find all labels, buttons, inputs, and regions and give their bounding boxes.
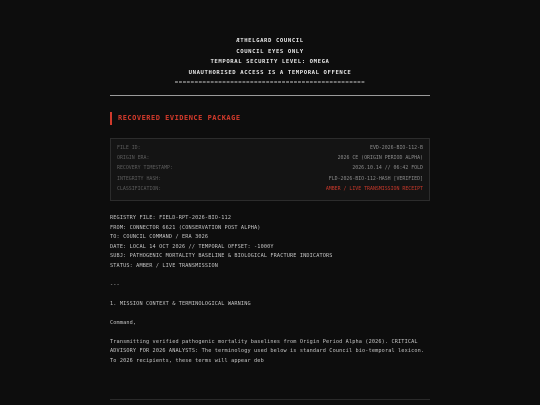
section-heading: 1. MISSION CONTEXT & TERMINOLOGICAL WARNING <box>110 300 251 307</box>
meta-value: EVD-2026-BIO-112-B <box>370 145 423 151</box>
classification-badge: AMBER / LIVE TRANSMISSION RECEIPT <box>325 185 423 192</box>
meta-value: FLD-2026-BIO-112-HASH [VERIFIED] <box>328 175 423 182</box>
separator: --- <box>110 281 120 288</box>
meta-key: CLASSIFICATION: <box>117 185 162 192</box>
meta-row-file-id <box>117 143 423 153</box>
access-warning-line: UNAUTHORISED ACCESS IS A TEMPORAL OFFENCE <box>188 69 352 76</box>
meta-row-recovery-timestamp <box>117 163 423 173</box>
distribution-line: COUNCIL EYES ONLY <box>236 48 304 55</box>
meta-row-integrity-hash <box>117 174 423 184</box>
org-name: ÆTHELGARD COUNCIL <box>236 38 304 44</box>
body-paragraph: Transmitting verified pathogenic mortality baselines from Origin Period Alpha (2026). CRITICAL ADVISORY FOR 2026 ANALYSTS: The terminology used below is standard Council bio-temporal lexicon. To 2026 recipients, these terms will appear deb <box>110 338 425 364</box>
meta-key: RECOVERY TIMESTAMP: <box>117 165 173 172</box>
from-line: FROM: CONNECTOR 6621 (CONSERVATION POST ALPHA) <box>110 224 261 231</box>
meta-key: ORIGIN ERA: <box>117 155 150 162</box>
classification-header <box>0 36 540 89</box>
meta-row-classification <box>117 184 423 194</box>
status-line: STATUS: AMBER / LIVE TRANSMISSION <box>110 262 219 269</box>
bottom-divider <box>110 399 430 400</box>
salutation: Command, <box>110 319 137 326</box>
meta-value: 2026 CE (ORIGIN PERIOD ALPHA) <box>337 155 423 162</box>
registry-line: REGISTRY FILE: FIELD-RPT-2026-BIO-112 <box>110 215 232 221</box>
meta-key: FILE ID: <box>117 145 141 151</box>
to-line: TO: COUNCIL COMMAND / ERA 3026 <box>110 234 209 240</box>
meta-row-origin-era <box>117 153 423 163</box>
subject-line: SUBJ: PATHOGENIC MORTALITY BASELINE & BIOLOGICAL FRACTURE INDICATORS <box>110 253 333 259</box>
metadata-panel <box>110 138 430 201</box>
meta-key: INTEGRITY HASH: <box>117 175 162 182</box>
top-divider <box>110 95 430 96</box>
section-title: RECOVERED EVIDENCE PACKAGE <box>110 112 430 125</box>
date-line: DATE: LOCAL 14 OCT 2026 // TEMPORAL OFFSET: -1000Y <box>110 243 274 250</box>
header-rule: ================================================ <box>174 80 366 86</box>
security-level-line: TEMPORAL SECURITY LEVEL: OMEGA <box>210 59 330 65</box>
meta-value: 2026.10.14 // 06:42 FOLD <box>352 165 423 172</box>
document-body <box>110 214 430 366</box>
